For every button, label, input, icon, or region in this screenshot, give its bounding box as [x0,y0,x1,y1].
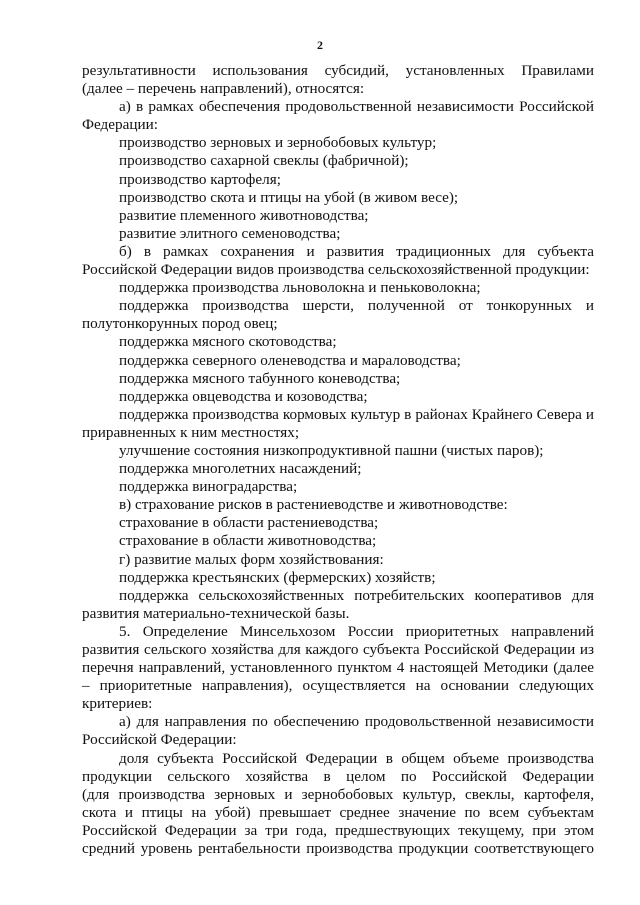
criteria-a-line: Российской Федерации за три года, предшествующих текущему, при этом [82,821,594,839]
list-item: поддержка виноградарства; [119,478,298,496]
intro-line: результативности использования субсидий, установленных Правилами [82,62,594,79]
list-item: поддержка мясного скотоводства; [119,333,337,351]
list-item: развитие элитного семеноводства; [119,224,341,242]
list-item: поддержка производства льноволокна и пеньковолокна; [119,279,481,297]
list-item: производство скота и птицы на убой (в живом весе); [119,188,459,206]
list-item: поддержка сельскохозяйственных потребительских кооперативов для развития материально-технической базы. [82,586,594,622]
list-item: производство картофеля; [119,170,281,188]
list-item: поддержка многолетних насаждений; [119,460,362,478]
criteria-a-heading: а) для направления по обеспечению продовольственной независимости Российской Федерации: [82,713,594,749]
section-b-heading: б) в рамках сохранения и развития традиционных для субъекта Российской Федерации видов производства сельскохозяйственной продукции: [82,242,594,279]
list-item: страхование в области животноводства; [119,532,377,550]
document-body [82,62,594,858]
list-item: страхование в области растениеводства; [119,514,379,532]
paragraph-5: 5. Определение Минсельхозом России приоритетных направлений развития сельского хозяйства для каждого субъекта Российской Федерации из перечня направлений, установленного пунктом 4 настоящей Методики (далее – приоритетные направления), осуществляется на основании следующих критериев: [82,622,594,713]
list-item: производство сахарной свеклы (фабричной); [119,152,409,170]
list-item: развитие племенного животноводства; [119,206,369,224]
criteria-a-line: средний уровень рентабельности производства продукции соответствующего [82,840,594,858]
list-item: улучшение состояния низкопродуктивной пашни (чистых паров); [119,441,544,459]
criteria-a-line: (для производства зерновых и зернобобовых культур, свеклы, картофеля, [82,785,594,803]
list-item: поддержка мясного табунного коневодства; [119,369,401,387]
intro-line: (далее – перечень направлений), относятся: [82,80,365,98]
list-item: поддержка производства кормовых культур в районах Крайнего Севера и приравненных к ним местностях; [82,405,594,441]
list-item: поддержка производства шерсти, полученной от тонкорунных и полутонкорунных пород овец; [82,297,594,333]
list-item: производство зерновых и зернобобовых культур; [119,134,437,152]
list-item: поддержка северного оленеводства и мараловодства; [119,351,461,369]
section-g-heading: г) развитие малых форм хозяйствования: [119,550,384,568]
page-number: 2 [317,38,323,52]
list-item: поддержка крестьянских (фермерских) хозяйств; [119,568,436,586]
criteria-a-line: доля субъекта Российской Федерации в общем объеме производства [119,749,594,767]
list-item: поддержка овцеводства и козоводства; [119,387,368,405]
criteria-a-line: скота и птицы на убой) превышает среднее значение по всем субъектам [82,803,594,821]
section-v-heading: в) страхование рисков в растениеводстве и животноводстве: [119,496,508,514]
section-a-heading: а) в рамках обеспечения продовольственной независимости Российской Федерации: [82,98,594,134]
criteria-a-line: продукции сельского хозяйства в целом по Российской Федерации [82,767,594,785]
